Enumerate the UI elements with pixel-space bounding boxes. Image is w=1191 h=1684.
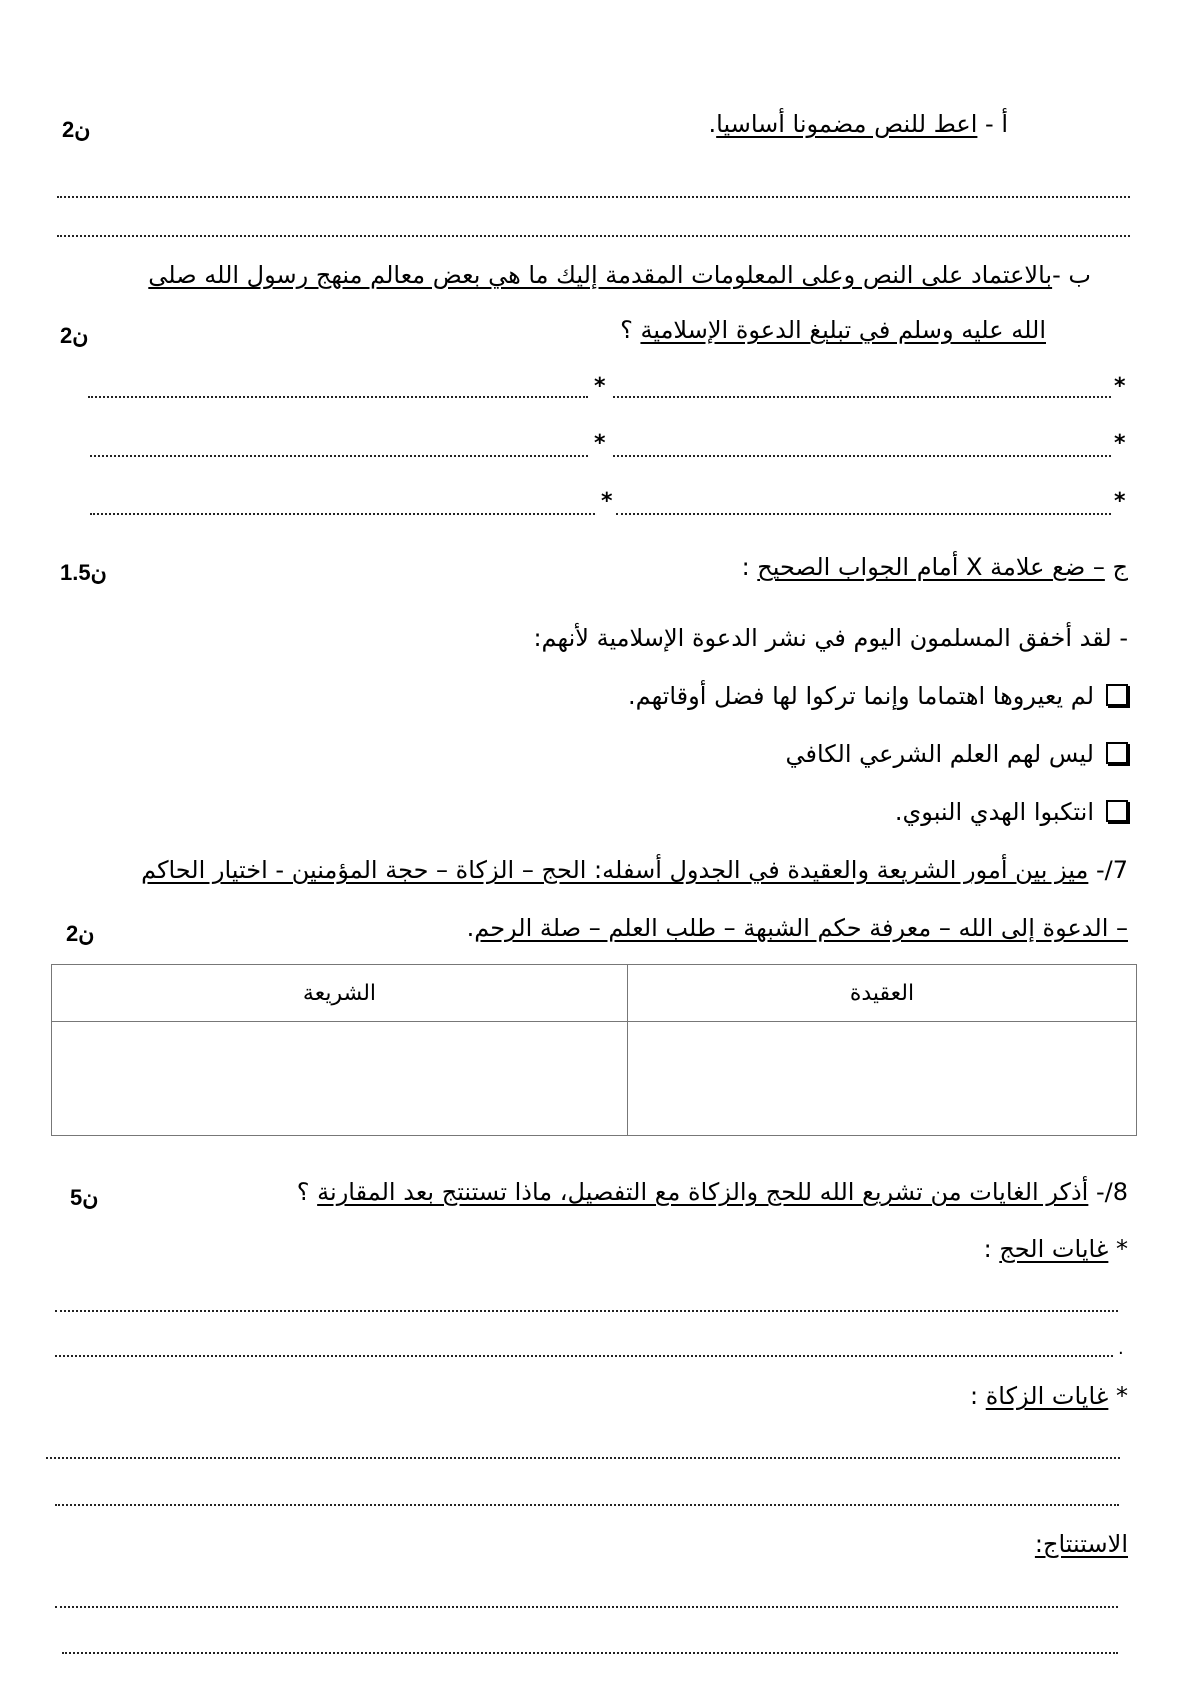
question-mark: ؟ [296,1178,318,1206]
question-7-line1 [141,856,1128,884]
colon: : [983,1235,1000,1263]
answer-line [55,1310,1118,1312]
checkbox[interactable] [1106,684,1128,706]
question-a-end: . [708,110,717,138]
table-cell-sharia-answer[interactable] [52,1022,628,1136]
answer-line [46,1457,1120,1459]
colon: : [970,1382,986,1410]
question-7-number: 7/- [1088,856,1128,884]
question-c-text-1: – ضع علامة [982,553,1105,581]
bullet-star: * [1114,431,1126,456]
question-c-x-mark: X [966,553,983,581]
question-c-points: 1.5ن [60,560,107,585]
question-c-stem: - لقد أخفق المسلمون اليوم في نشر الدعوة الإسلامية لأنهم: [533,624,1128,652]
choice-option [628,682,1128,710]
answer-line [90,455,588,457]
hajj-goals-heading [984,1235,1128,1263]
question-7-text-2: – الدعوة إلى الله – معرفة حكم الشبهة – طلب العلم – صلة الرحم [474,914,1128,942]
table-header-sharia: الشريعة [52,965,628,1022]
conclusion-label: الاستنتاج: [1034,1530,1128,1558]
stray-dot: . [1118,1338,1124,1359]
answer-line [55,1606,1118,1608]
hajj-goals-label: غايات الحج [999,1235,1109,1263]
bullet-star: * [1114,374,1126,399]
answer-line [88,396,588,398]
answer-line [613,455,1111,457]
choice-option [786,740,1128,768]
question-8 [297,1178,1128,1206]
question-8-number: 8/- [1088,1178,1128,1206]
question-7-text-1: ميز بين أمور الشريعة والعقيدة في الجدول أسفله: الحج – الزكاة – حجة المؤمنين - اختيار الحاكم [141,856,1089,884]
question-b-text-1: بالاعتماد على النص وعلى المعلومات المقدمة إليك ما هي بعض معالم منهج رسول الله صلى [148,261,1053,289]
zakat-goals-heading [970,1382,1128,1410]
question-c [742,553,1128,581]
answer-line [62,1652,1118,1654]
question-a-text: اعط للنص مضمونا أساسيا [716,110,978,138]
bullet-star: * [1108,1235,1128,1263]
answer-line [55,1504,1119,1506]
zakat-goals-label: غايات الزكاة [985,1382,1109,1410]
question-7-points: 2ن [66,921,95,946]
question-mark: ؟ [620,316,641,344]
question-b-label: ب - [1052,261,1091,289]
bullet-star: * [594,374,606,399]
question-8-text: أذكر الغايات من تشريع الله للحج والزكاة مع التفصيل، ماذا تستنتج بعد المقارنة [317,1178,1089,1206]
classification-table [51,964,1137,1136]
question-8-points: 5ن [70,1185,99,1210]
bullet-star: * [601,489,613,514]
bullet-star: * [594,431,606,456]
question-a-points: 2ن [62,117,91,142]
choice-label: لم يعيروها اهتماما وإنما تركوا لها فضل أوقاتهم. [628,682,1094,710]
checkbox[interactable] [1106,800,1128,822]
table-header-aqida: العقيدة [627,965,1136,1022]
conclusion-heading [1035,1530,1128,1558]
answer-line [90,513,595,515]
checkbox[interactable] [1106,742,1128,764]
choice-label: ليس لهم العلم الشرعي الكافي [785,740,1094,768]
answer-line [613,396,1111,398]
bullet-star: * [1114,489,1126,514]
question-b-points: 2ن [60,323,89,348]
choice-option [895,798,1128,826]
question-7-line2 [467,914,1128,942]
answer-line [616,513,1111,515]
table-cell-aqida-answer[interactable] [627,1022,1136,1136]
bullet-star: * [1108,1382,1128,1410]
question-7-end: . [466,914,475,942]
question-b-line1 [148,261,1091,289]
question-a-label: أ - [977,110,1008,138]
question-c-label: ج [1104,553,1128,581]
question-c-colon: : [741,553,758,581]
answer-line [57,235,1130,237]
question-b-text-2: الله عليه وسلم في تبليغ الدعوة الإسلامية [640,316,1046,344]
answer-line [55,1355,1113,1357]
question-a [709,110,1008,138]
question-c-text-2: أمام الجواب الصحيح [757,553,967,581]
answer-line [57,196,1130,198]
question-b-line2 [620,316,1046,344]
choice-label: انتكبوا الهدي النبوي. [894,798,1094,826]
